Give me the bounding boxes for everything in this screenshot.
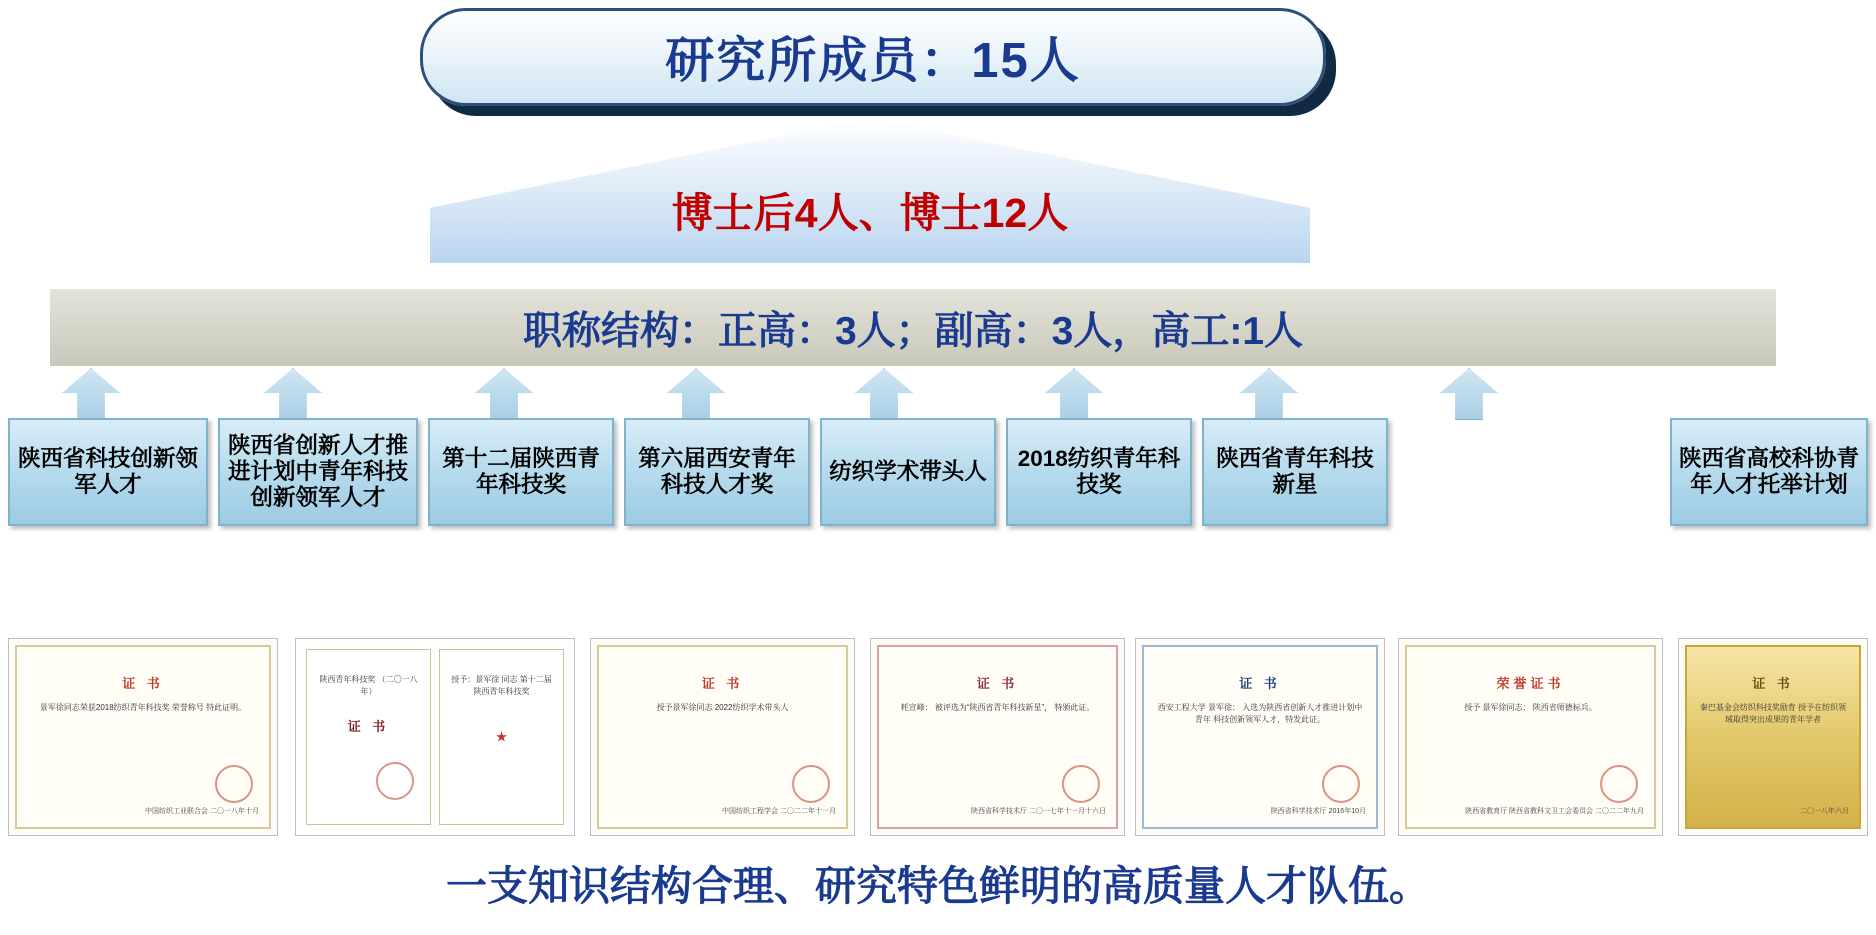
red-seal-icon: [215, 765, 253, 803]
award-box[interactable]: [1202, 418, 1388, 526]
title-structure-text: 职称结构：正高：3人；副高：3人，高工:1人: [522, 309, 1304, 353]
certificate-body: 授予 景军徐同志： 陕西省师德标兵。: [1464, 703, 1597, 712]
certificate-image: [590, 638, 855, 836]
certificate-body: 陕西青年科技奖 （二〇一八年）: [319, 675, 418, 696]
arrow-row: [0, 368, 1876, 418]
red-seal-icon: [1322, 765, 1360, 803]
summary-text: 一支知识结构合理、研究特色鲜明的高质量人才队伍。: [446, 863, 1430, 909]
certificate-body: 授予景军徐同志 2022纺织学术带头人: [656, 703, 789, 712]
up-arrow-icon: [855, 368, 913, 420]
red-seal-icon: [1600, 765, 1638, 803]
award-box-label: 第十二届陕西青年科技奖: [442, 445, 600, 497]
award-box-label: 陕西省青年科技新星: [1216, 445, 1374, 497]
certificate-title: 证 书: [347, 719, 390, 734]
certificate-image: [1135, 638, 1385, 836]
award-box-label: 陕西省科技创新领军人才: [17, 445, 198, 497]
certificate-title: 证 书: [701, 676, 744, 691]
award-box[interactable]: [428, 418, 614, 526]
certificate-title: 证 书: [1752, 676, 1794, 691]
certificate-body: 秦巴基金会纺织科技奖励育 授予在纺织领域取得突出成果的青年学者: [1699, 703, 1847, 724]
up-arrow-icon: [667, 368, 725, 420]
certificate-inner: [302, 645, 568, 829]
certificate-image: [295, 638, 575, 836]
award-box[interactable]: [218, 418, 418, 526]
award-box[interactable]: [1006, 418, 1192, 526]
certificate-left-page: [306, 649, 431, 825]
certificate-footer: 陕西省教育厅 陕西省教科文卫工会委员会 二〇二二年九月: [1465, 808, 1644, 816]
award-box-label: 纺织学术带头人: [829, 458, 987, 484]
certificate-inner: [1405, 645, 1656, 829]
award-box-label: 陕西省创新人才推进计划中青年科技创新领军人才: [227, 432, 408, 511]
up-arrow-icon: [1240, 368, 1298, 420]
certificate-footer: 授予：景军徐 同志 第十二届陕西青年科技奖: [451, 675, 552, 696]
certificate-body: 西安工程大学 景军徐： 入选为陕西省创新人才推进计划中青年 科技创新领军人才，特发此证。: [1157, 703, 1363, 724]
certificate-body: 耗宣峰： 被评选为“陕西省青年科技新星”， 特颁此证。: [900, 703, 1095, 712]
certificate-inner: [15, 645, 271, 829]
title-structure-bar: [50, 289, 1776, 366]
certificate-footer: 二〇一八年六月: [1800, 808, 1849, 816]
certificate-row: [0, 638, 1876, 838]
certificate-inner: [597, 645, 848, 829]
award-box[interactable]: [1670, 418, 1868, 526]
certificate-footer: 陕西省科学技术厅 2016年10月: [1270, 808, 1366, 816]
certificate-right-page: [439, 649, 564, 825]
certificate-image: [870, 638, 1125, 836]
award-box[interactable]: [8, 418, 208, 526]
members-banner: [420, 8, 1326, 106]
award-box-label: 2018纺织青年科技奖: [1017, 445, 1181, 497]
star-icon: ★: [495, 728, 508, 745]
certificate-image: [1678, 638, 1868, 836]
up-arrow-icon: [1440, 368, 1498, 420]
certificate-inner: [1142, 645, 1378, 829]
certificate-title: 证 书: [122, 676, 164, 691]
up-arrow-icon: [62, 368, 120, 420]
red-seal-icon: [792, 765, 830, 803]
award-box-label: 第六届西安青年科技人才奖: [638, 445, 796, 497]
red-seal-icon: [376, 762, 414, 800]
up-arrow-icon: [1045, 368, 1103, 420]
certificate-inner: [1685, 645, 1861, 829]
certificate-footer: 中国纺织工程学会 二〇二二年十一月: [722, 808, 836, 816]
members-banner-title: 研究所成员：15人: [665, 34, 1081, 88]
degree-chevron: [430, 118, 1310, 263]
award-box-label: 陕西省高校科协青年人才托举计划: [1678, 445, 1859, 497]
degree-chevron-label: 博士后4人、博士12人: [671, 190, 1069, 236]
certificate-footer: 中国纺织工业联合会 二〇一八年十月: [145, 808, 259, 816]
certificate-image: [1398, 638, 1663, 836]
certificate-title: 荣誉证书: [1496, 676, 1565, 691]
certificate-image: [8, 638, 278, 836]
certificate-inner: [877, 645, 1118, 829]
red-seal-icon: [1062, 765, 1100, 803]
certificate-title: 证 书: [976, 676, 1019, 691]
certificate-body: 景军徐同志荣获2018纺织青年科技奖 荣誉称号 特此证明。: [39, 703, 247, 712]
certificate-footer: 陕西省科学技术厅 二〇一七年十一月十六日: [971, 808, 1106, 816]
certificate-title: 证 书: [1239, 676, 1281, 691]
award-box[interactable]: [624, 418, 810, 526]
award-box-row: [0, 418, 1876, 528]
award-box[interactable]: [820, 418, 996, 526]
up-arrow-icon: [264, 368, 322, 420]
up-arrow-icon: [475, 368, 533, 420]
